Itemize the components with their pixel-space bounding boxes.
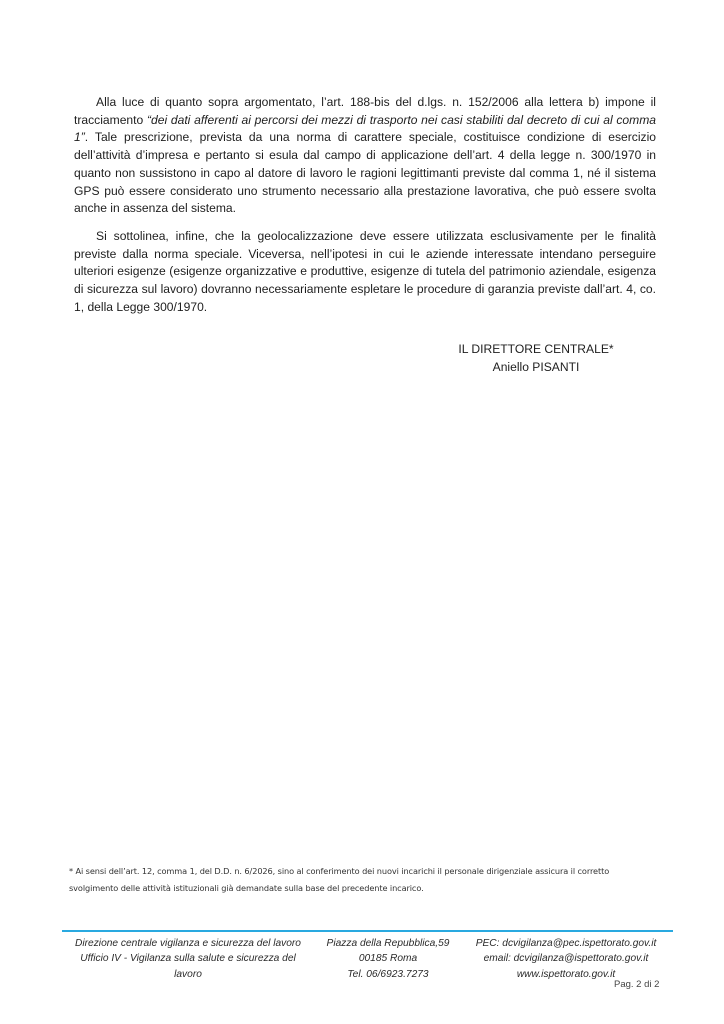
footer-office-info — [72, 936, 304, 982]
footer-city: 00185 Roma — [358, 953, 418, 965]
footer-address: Piazza della Repubblica,59 — [326, 938, 450, 949]
paragraph-1-rest: . Tale prescrizione, prevista da una norma di carattere speciale, costituisce condizione di esercizio dell’attività d’impresa e pertanto si esula dal campo di applicazione dell’art. 4 della legge n. 300/1970 in quanto non sussistono in capo al datore di lavoro le ragioni legittimanti previste dal comma 1, né il sistema GPS può essere considerato uno strumento necessario alla prestazione lavorativa, che può essere svolta anche in assenza del sistema. — [74, 130, 656, 216]
signature-title: IL DIRETTORE CENTRALE* — [458, 342, 614, 356]
footer-email[interactable]: email: dcvigilanza@ispettorato.gov.it — [483, 953, 649, 965]
footer-office: Ufficio IV - Vigilanza sulla salute e sicurezza del lavoro — [80, 953, 296, 980]
footer-contact-info — [464, 936, 668, 982]
paragraph-1-intro: Alla luce di quanto sopra argomentato, l’art. 188-bis del d.lgs. n. 152/2006 alla lettera b) impone il tracciamento — [74, 95, 656, 127]
footer-divider — [62, 930, 673, 932]
body-paragraph-2 — [74, 228, 656, 317]
signature-name: Aniello PISANTI — [492, 359, 580, 374]
footer-address-info — [318, 936, 458, 982]
footer-department: Direzione centrale vigilanza e sicurezza del lavoro — [75, 938, 301, 949]
signature-block — [436, 341, 636, 376]
footer-pec[interactable]: PEC: dcvigilanza@pec.ispettorato.gov.it — [475, 938, 657, 949]
page-number: Pag. 2 di 2 — [614, 979, 660, 990]
footnote: * Ai sensi dell’art. 12, comma 1, del D.D. n. 6/2026, sino al conferimento dei nuovi incarichi il personale dirigenziale assicura il corretto svolgimento delle attività istituzionali già demandate sulla base del precedente incarico. — [69, 866, 610, 893]
paragraph-1-quote: “dei dati afferenti ai percorsi dei mezzi di trasporto nei casi stabiliti dal decreto di cui al comma 1” — [74, 112, 656, 145]
footer-website-link[interactable]: www.ispettorato.gov.it — [516, 968, 616, 980]
body-paragraph-1 — [74, 94, 656, 218]
paragraph-2-text: Si sottolinea, infine, che la geolocalizzazione deve essere utilizzata esclusivamente per le finalità previste dalla norma speciale. Viceversa, nell’ipotesi in cui le aziende interessate intendano perseguire ulteriori esigenze (esigenze organizzative e produttive, esigenze di tutela del patrimonio aziendale, esigenza di sicurezza sul lavoro) dovranno necessariamente espletare le procedure di garanzia previste dall’art. 4, co. 1, della Legge 300/1970. — [74, 229, 656, 314]
footer-phone: Tel. 06/6923.7273 — [347, 968, 429, 980]
